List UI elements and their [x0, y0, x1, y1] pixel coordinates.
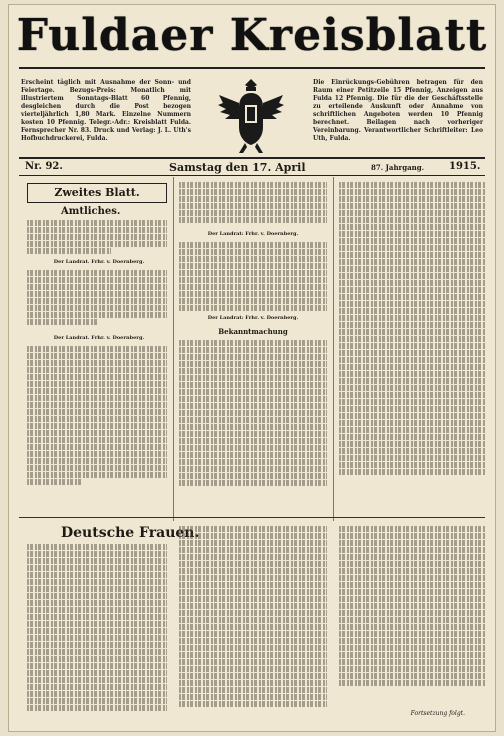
signature-landrat-2: Der Landrat. Frhr. v. Doernberg.: [53, 335, 145, 341]
column2-text-2: [179, 241, 327, 312]
masthead-rule: [19, 67, 485, 69]
women-heading: Deutsche Frauen.: [61, 525, 200, 541]
subscription-notice: Erscheint täglich mit Ausnahme der Sonn- und Feiertage. Bezugs-Preis: Monatlich mit illustriertem Sonntags-Blatt 60 Pfennig, desgleichen durch die Post bezogen vierteljährlich 1,80 Mark. Einzelne Nummern kosten 10 Pfennig. Telegr.-Adr.: Kreisblatt Fulda. Fernsprecher Nr. 83. Druck und Verlag: J. L. Uth's Hofbuchdruckerei, Fulda.: [21, 79, 191, 142]
continued-note: Fortsetzung folgt.: [410, 710, 465, 717]
lower-col3-text: [339, 525, 485, 687]
issue-number: Nr. 92.: [25, 161, 63, 172]
column1-text-2: [27, 269, 167, 326]
column-divider: [173, 177, 174, 521]
column2-text-3: [179, 339, 327, 487]
eagle-crest-icon: [216, 73, 286, 157]
signature-mid-1: Der Landrat: Frhr. v. Doernberg.: [207, 231, 299, 237]
column2-text: [179, 181, 327, 224]
dateline: [19, 157, 485, 176]
section-rule: [19, 517, 485, 518]
volume: 87. Jahrgang.: [371, 163, 425, 172]
lower-col2-text: [179, 525, 327, 708]
masthead-title: Fuldaer Kreisblatt: [16, 10, 488, 61]
lower-col1-text: [27, 543, 167, 712]
issue-date: Samstag den 17. April: [169, 161, 306, 174]
column1-text: [27, 219, 167, 255]
signature-mid-2: Der Landrat: Frhr. v. Doernberg.: [207, 315, 299, 321]
column3-text: [339, 181, 485, 476]
advertising-notice: Die Einrückungs-Gebühren betragen für den Raum einer Petitzeile 15 Pfennig, Anzeigen aus Fulda 12 Pfennig. Die für die der Geschäftsstelle zu erteilende Auskunft oder Annahme von schriftlichen Angeboten werden 10 Pfennig berechnet. Beilagen nach vorheriger Vereinbarung. Verantwortlicher Schriftleiter: Leo Uth, Fulda.: [313, 79, 483, 142]
signature-landrat-1: Der Landrat. Frhr. v. Doernberg.: [53, 259, 145, 265]
official-heading: Amtliches.: [61, 206, 121, 217]
column-divider: [333, 177, 334, 521]
column1-text-3: [27, 345, 167, 486]
issue-year: 1915.: [449, 161, 481, 172]
newspaper-page: [8, 4, 496, 732]
second-sheet-title: Zweites Blatt.: [27, 183, 167, 203]
bekanntmachung-heading: Bekanntmachung: [218, 327, 288, 336]
